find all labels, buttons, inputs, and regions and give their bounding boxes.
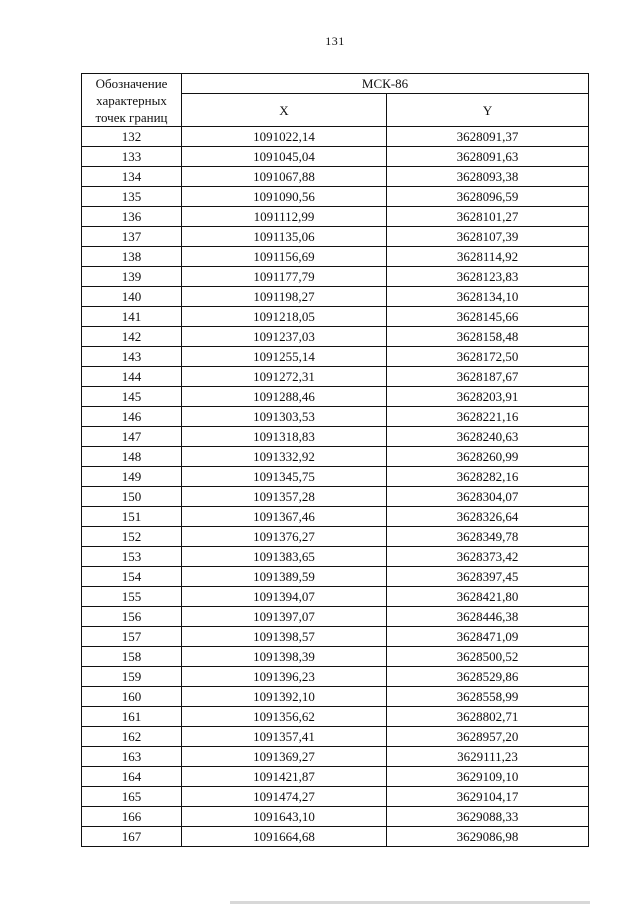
point-number-cell: 163 [82,747,182,767]
table-row [82,647,589,667]
table-header-row-1 [82,74,589,94]
point-number-cell: 145 [82,387,182,407]
point-number-cell: 158 [82,647,182,667]
y-coordinate-cell: 3628802,71 [387,707,589,727]
y-coordinate-cell: 3628114,92 [387,247,589,267]
x-coordinate-cell: 1091067,88 [182,167,387,187]
x-coordinate-cell: 1091357,28 [182,487,387,507]
x-coordinate-cell: 1091394,07 [182,587,387,607]
point-number-cell: 167 [82,827,182,847]
table-row [82,807,589,827]
table-row [82,607,589,627]
point-number-cell: 151 [82,507,182,527]
y-coordinate-cell: 3628221,16 [387,407,589,427]
y-coordinate-cell: 3628957,20 [387,727,589,747]
y-coordinate-cell: 3628421,80 [387,587,589,607]
point-number-cell: 144 [82,367,182,387]
y-coordinate-cell: 3628397,45 [387,567,589,587]
y-coordinate-cell: 3628158,48 [387,327,589,347]
x-coordinate-cell: 1091367,46 [182,507,387,527]
y-coordinate-cell: 3628203,91 [387,387,589,407]
y-coordinate-cell: 3629111,23 [387,747,589,767]
x-coordinate-cell: 1091643,10 [182,807,387,827]
y-coordinate-cell: 3628373,42 [387,547,589,567]
x-coordinate-cell: 1091389,59 [182,567,387,587]
table-row [82,627,589,647]
table-row [82,307,589,327]
point-number-cell: 138 [82,247,182,267]
point-number-cell: 140 [82,287,182,307]
x-coordinate-cell: 1091398,39 [182,647,387,667]
table-row [82,527,589,547]
point-number-cell: 166 [82,807,182,827]
point-number-cell: 137 [82,227,182,247]
x-coordinate-cell: 1091474,27 [182,787,387,807]
table-row [82,347,589,367]
point-number-cell: 135 [82,187,182,207]
x-coordinate-cell: 1091045,04 [182,147,387,167]
point-number-cell: 157 [82,627,182,647]
y-coordinate-cell: 3628500,52 [387,647,589,667]
point-number-cell: 159 [82,667,182,687]
x-coordinate-cell: 1091177,79 [182,267,387,287]
y-coordinate-cell: 3628240,63 [387,427,589,447]
table-row [82,547,589,567]
table-row [82,267,589,287]
x-coordinate-cell: 1091357,41 [182,727,387,747]
y-coordinate-cell: 3628446,38 [387,607,589,627]
y-coordinate-cell: 3628529,86 [387,667,589,687]
table-row [82,707,589,727]
point-number-cell: 149 [82,467,182,487]
table-row [82,447,589,467]
y-coordinate-cell: 3628093,38 [387,167,589,187]
point-number-cell: 162 [82,727,182,747]
y-coordinate-cell: 3629104,17 [387,787,589,807]
point-number-cell: 147 [82,427,182,447]
y-coordinate-cell: 3629088,33 [387,807,589,827]
header-coordinate-system: МСК-86 [182,74,589,94]
page-number: 131 [325,34,345,48]
point-number-cell: 141 [82,307,182,327]
y-coordinate-cell: 3628304,07 [387,487,589,507]
point-number-cell: 150 [82,487,182,507]
x-coordinate-cell: 1091664,68 [182,827,387,847]
point-number-cell: 148 [82,447,182,467]
y-coordinate-cell: 3628145,66 [387,307,589,327]
table-row [82,387,589,407]
x-coordinate-cell: 1091288,46 [182,387,387,407]
x-coordinate-cell: 1091392,10 [182,687,387,707]
y-coordinate-cell: 3628471,09 [387,627,589,647]
header-y: Y [387,94,589,127]
x-coordinate-cell: 1091198,27 [182,287,387,307]
y-coordinate-cell: 3629086,98 [387,827,589,847]
x-coordinate-cell: 1091397,07 [182,607,387,627]
point-number-cell: 152 [82,527,182,547]
x-coordinate-cell: 1091237,03 [182,327,387,347]
scan-edge-line [230,901,590,904]
table-row [82,587,589,607]
point-number-cell: 155 [82,587,182,607]
table-row [82,367,589,387]
table-row [82,487,589,507]
table-row [82,167,589,187]
header-designation: Обозначение характерных точек границ [82,74,182,127]
y-coordinate-cell: 3628172,50 [387,347,589,367]
x-coordinate-cell: 1091396,23 [182,667,387,687]
table-row [82,247,589,267]
point-number-cell: 156 [82,607,182,627]
point-number-cell: 139 [82,267,182,287]
y-coordinate-cell: 3628096,59 [387,187,589,207]
table-row [82,787,589,807]
table-row [82,227,589,247]
point-number-cell: 132 [82,127,182,147]
point-number-cell: 165 [82,787,182,807]
point-number-cell: 161 [82,707,182,727]
x-coordinate-cell: 1091135,06 [182,227,387,247]
table-row [82,147,589,167]
table-row [82,467,589,487]
x-coordinate-cell: 1091383,65 [182,547,387,567]
y-coordinate-cell: 3628134,10 [387,287,589,307]
point-number-cell: 160 [82,687,182,707]
x-coordinate-cell: 1091398,57 [182,627,387,647]
y-coordinate-cell: 3628101,27 [387,207,589,227]
y-coordinate-cell: 3628260,99 [387,447,589,467]
y-coordinate-cell: 3628282,16 [387,467,589,487]
table-row [82,567,589,587]
table-row [82,827,589,847]
table-row [82,287,589,307]
y-coordinate-cell: 3628558,99 [387,687,589,707]
x-coordinate-cell: 1091332,92 [182,447,387,467]
point-number-cell: 154 [82,567,182,587]
y-coordinate-cell: 3628123,83 [387,267,589,287]
header-x: X [182,94,387,127]
y-coordinate-cell: 3628091,37 [387,127,589,147]
y-coordinate-cell: 3628187,67 [387,367,589,387]
point-number-cell: 143 [82,347,182,367]
x-coordinate-cell: 1091318,83 [182,427,387,447]
y-coordinate-cell: 3628107,39 [387,227,589,247]
x-coordinate-cell: 1091356,62 [182,707,387,727]
table-row [82,747,589,767]
table-row [82,427,589,447]
point-number-cell: 136 [82,207,182,227]
point-number-cell: 164 [82,767,182,787]
table-row [82,507,589,527]
point-number-cell: 146 [82,407,182,427]
table-row [82,407,589,427]
table-row [82,187,589,207]
y-coordinate-cell: 3628349,78 [387,527,589,547]
table-row [82,667,589,687]
x-coordinate-cell: 1091022,14 [182,127,387,147]
x-coordinate-cell: 1091369,27 [182,747,387,767]
table-body [82,127,589,847]
x-coordinate-cell: 1091218,05 [182,307,387,327]
y-coordinate-cell: 3628091,63 [387,147,589,167]
x-coordinate-cell: 1091272,31 [182,367,387,387]
x-coordinate-cell: 1091421,87 [182,767,387,787]
x-coordinate-cell: 1091112,99 [182,207,387,227]
x-coordinate-cell: 1091376,27 [182,527,387,547]
y-coordinate-cell: 3628326,64 [387,507,589,527]
x-coordinate-cell: 1091255,14 [182,347,387,367]
table-row [82,207,589,227]
table-row [82,687,589,707]
x-coordinate-cell: 1091345,75 [182,467,387,487]
table-row [82,767,589,787]
point-number-cell: 133 [82,147,182,167]
table-row [82,127,589,147]
x-coordinate-cell: 1091303,53 [182,407,387,427]
coordinates-table [81,73,589,847]
point-number-cell: 134 [82,167,182,187]
x-coordinate-cell: 1091156,69 [182,247,387,267]
table-row [82,327,589,347]
y-coordinate-cell: 3629109,10 [387,767,589,787]
point-number-cell: 142 [82,327,182,347]
x-coordinate-cell: 1091090,56 [182,187,387,207]
table-row [82,727,589,747]
point-number-cell: 153 [82,547,182,567]
